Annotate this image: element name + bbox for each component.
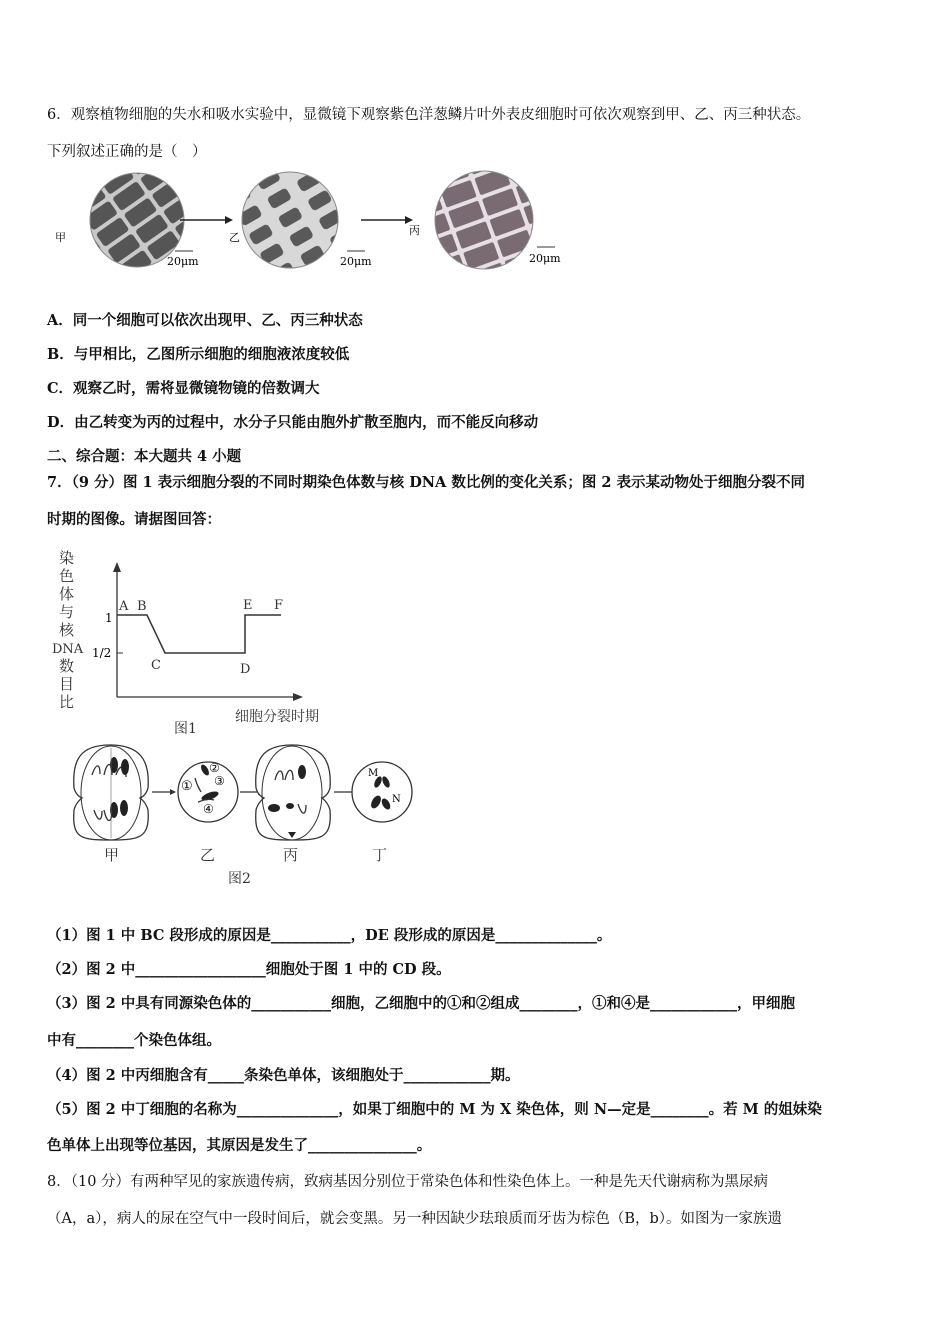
label-yi: 乙: [229, 231, 240, 244]
point-label-c: C: [151, 658, 161, 673]
q7-stem-line1: 7．（9 分）图 1 表示细胞分裂的不同时期染色体数与核 DNA 数比例的变化关系；图 2 表示某动物处于细胞分裂不同: [47, 474, 806, 491]
q7-sub5-line1[interactable]: （5）图 2 中丁细胞的名称为______________，如果丁细胞中的 M 为 X 染色体，则 N—定是________。若 M 的姐妹染: [47, 1101, 822, 1118]
cell-label-yi: 乙: [200, 846, 216, 864]
q6-option-c[interactable]: C．观察乙时，需将显微镜物镜的倍数调大: [47, 380, 320, 397]
ylabel-char: 体: [59, 585, 75, 603]
cell-label-bing: 丙: [283, 846, 299, 864]
point-label-d: D: [240, 662, 251, 677]
q7-stem-line2: 时期的图像。请据图回答：: [47, 511, 221, 528]
ylabel-char: 色: [59, 567, 75, 585]
q6-stem-line2: 下列叙述正确的是（ ）: [47, 144, 207, 160]
ratio-curve: [117, 615, 281, 653]
chromosome-number-3: ③: [214, 774, 225, 788]
q7-sub1[interactable]: （1）图 1 中 BC 段形成的原因是___________，DE 段形成的原因是______________。: [47, 927, 612, 944]
point-label-a: A: [119, 599, 129, 614]
cell-yi: [178, 761, 238, 822]
cell-label-ding: 丁: [372, 846, 388, 864]
label-bing: 丙: [409, 224, 420, 237]
q8-stem-line2: （A，a），病人的尿在空气中一段时间后，就会变黑。另一种因缺少珐琅质而牙齿为棕色（B，b）。如图为一家族遗: [47, 1211, 783, 1227]
ylabel-char: 与: [59, 603, 75, 621]
x-axis-label: 细胞分裂时期: [235, 709, 319, 725]
q7-sub3-line2[interactable]: 中有________个染色体组。: [47, 1032, 221, 1049]
scale-label-1: 20μm: [167, 255, 199, 268]
point-label-f: F: [274, 598, 284, 613]
point-label-e: E: [243, 598, 253, 613]
ylabel-char: 目: [59, 675, 75, 693]
ylabel-char: 数: [59, 657, 75, 675]
figure-1-graph: [47, 545, 367, 740]
ylabel-char: 比: [59, 693, 75, 711]
scale-label-3: 20μm: [529, 252, 561, 265]
point-label-b: B: [137, 599, 147, 614]
chromosome-mark-m: M: [368, 768, 379, 779]
q7-sub5-line2[interactable]: 色单体上出现等位基因，其原因是发生了_______________。: [47, 1137, 432, 1154]
q6-stem-line1: 6．观察植物细胞的失水和吸水实验中，显微镜下观察紫色洋葱鳞片叶外表皮细胞时可依次观察到甲、乙、丙三种状态。: [47, 107, 811, 123]
q6-option-b[interactable]: B．与甲相比，乙图所示细胞的细胞液浓度较低: [47, 346, 350, 363]
ylabel-char: DNA: [52, 642, 84, 657]
chromosome-number-2: ②: [209, 761, 220, 775]
figure-2-caption: 图2: [228, 871, 251, 887]
y-tick-1: 1: [105, 611, 113, 625]
chromosome-number-1: ①: [181, 779, 193, 794]
chromosome-number-4: ④: [203, 802, 214, 816]
plasmolysis-figure: [47, 168, 587, 278]
cell-bing: [256, 745, 331, 840]
q6-option-d[interactable]: D．由乙转变为丙的过程中，水分子只能由胞外扩散至胞内，而不能反向移动: [47, 414, 539, 431]
y-tick-half: 1/2: [92, 646, 112, 660]
q7-sub4[interactable]: （4）图 2 中丙细胞含有_____条染色单体，该细胞处于____________期。: [47, 1067, 520, 1084]
micrograph-jia: [90, 173, 184, 267]
cell-label-jia: 甲: [104, 846, 120, 864]
q7-sub3-line1[interactable]: （3）图 2 中具有同源染色体的___________细胞，乙细胞中的①和②组成________，①和④是____________，甲细胞: [47, 995, 796, 1012]
chromosome-mark-n: N: [392, 794, 401, 805]
micrograph-bing: [435, 171, 533, 269]
q8-stem-line1: 8．（10 分）有两种罕见的家族遗传病，致病基因分别位于常染色体和性染色体上。一种是先天代谢病称为黑尿病: [47, 1174, 769, 1190]
scale-label-2: 20μm: [340, 255, 372, 268]
micrograph-yi: [242, 172, 338, 268]
ylabel-char: 染: [59, 549, 75, 567]
section-heading: 二、综合题：本大题共 4 小题: [47, 448, 242, 465]
cell-ding: [352, 762, 412, 822]
figure-1-caption: 图1: [174, 721, 197, 737]
figure-2-cells: [70, 740, 420, 890]
q7-sub2[interactable]: （2）图 2 中__________________细胞处于图 1 中的 CD 段。: [47, 961, 451, 978]
q6-option-a[interactable]: A．同一个细胞可以依次出现甲、乙、丙三种状态: [47, 312, 363, 329]
cell-jia: [74, 745, 149, 840]
ylabel-char: 核: [59, 621, 75, 639]
label-jia: 甲: [55, 231, 66, 244]
